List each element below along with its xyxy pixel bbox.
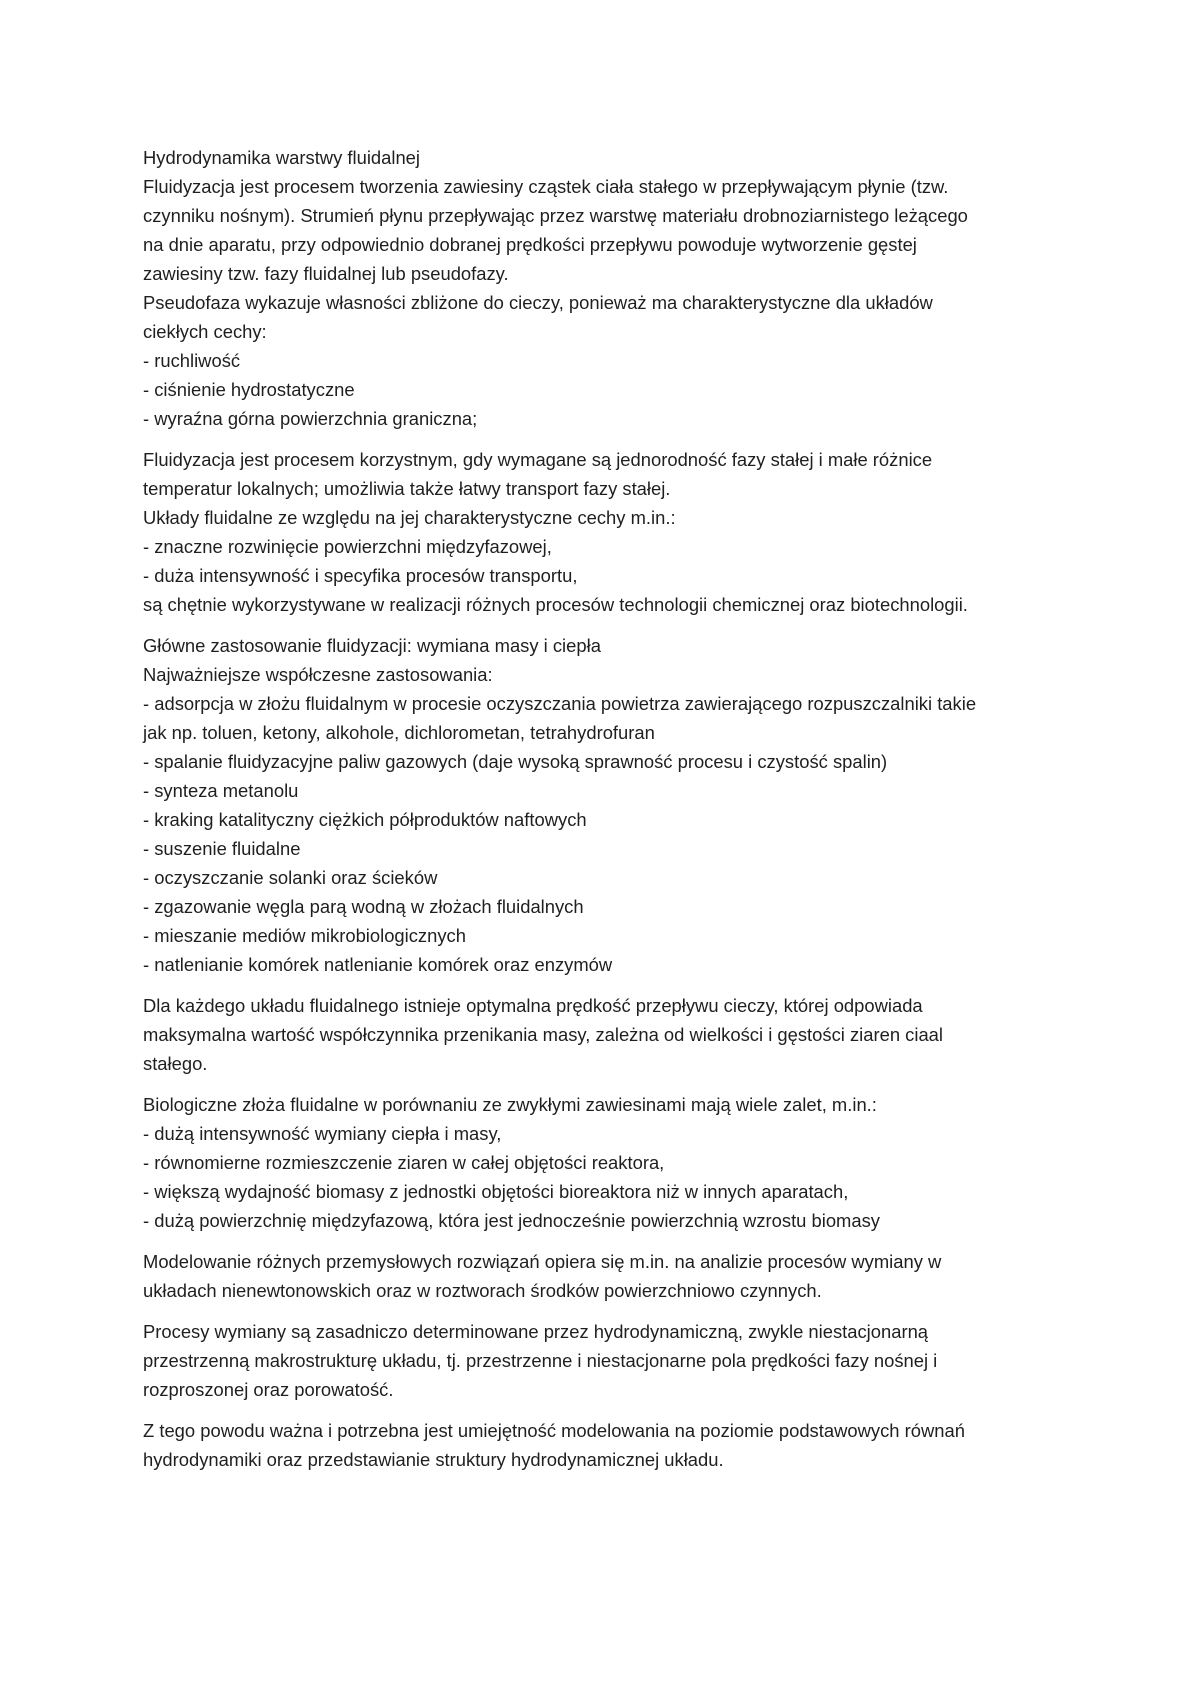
text-line: jak np. toluen, ketony, alkohole, dichlorometan, tetrahydrofuran <box>143 722 655 743</box>
paragraph <box>143 1317 1063 1404</box>
text-line: - dużą intensywność wymiany ciepła i masy, <box>143 1123 502 1144</box>
text-line: Fluidyzacja jest procesem korzystnym, gdy wymagane są jednorodność fazy stałej i małe różnice <box>143 449 933 470</box>
text-line: - adsorpcja w złożu fluidalnym w procesie oczyszczania powietrza zawierającego rozpuszczalniki takie <box>143 693 977 714</box>
paragraph <box>143 445 1063 619</box>
text-line: Najważniejsze współczesne zastosowania: <box>143 664 493 685</box>
text-line: - równomierne rozmieszczenie ziaren w całej objętości reaktora, <box>143 1152 665 1173</box>
text-line: - spalanie fluidyzacyjne paliw gazowych (daje wysoką sprawność procesu i czystość spalin) <box>143 751 888 772</box>
text-line: Główne zastosowanie fluidyzacji: wymiana masy i ciepła <box>143 635 601 656</box>
text-line: - mieszanie mediów mikrobiologicznych <box>143 925 466 946</box>
text-line: Układy fluidalne ze względu na jej charakterystyczne cechy m.in.: <box>143 507 676 528</box>
text-line: Hydrodynamika warstwy fluidalnej <box>143 147 420 168</box>
text-line: - większą wydajność biomasy z jednostki objętości bioreaktora niż w innych aparatach, <box>143 1181 849 1202</box>
text-line: hydrodynamiki oraz przedstawianie struktury hydrodynamicznej układu. <box>143 1449 724 1470</box>
text-line: przestrzenną makrostrukturę układu, tj. przestrzenne i niestacjonarne pola prędkości fazy nośnej i <box>143 1350 938 1371</box>
text-line: - duża intensywność i specyfika procesów transportu, <box>143 565 578 586</box>
text-line: ciekłych cechy: <box>143 321 267 342</box>
text-line: - znaczne rozwinięcie powierzchni międzyfazowej, <box>143 536 552 557</box>
paragraph <box>143 991 1063 1078</box>
text-line: temperatur lokalnych; umożliwia także łatwy transport fazy stałej. <box>143 478 671 499</box>
paragraph <box>143 143 1063 433</box>
document-body <box>143 143 1063 1486</box>
text-line: Dla każdego układu fluidalnego istnieje optymalna prędkość przepływu cieczy, której odpowiada <box>143 995 923 1016</box>
text-line: - suszenie fluidalne <box>143 838 301 859</box>
text-line: - ruchliwość <box>143 350 241 371</box>
text-line: na dnie aparatu, przy odpowiednio dobranej prędkości przepływu powoduje wytworzenie gęstej <box>143 234 917 255</box>
text-line: Z tego powodu ważna i potrzebna jest umiejętność modelowania na poziomie podstawowych równań <box>143 1420 965 1441</box>
text-line: Procesy wymiany są zasadniczo determinowane przez hydrodynamiczną, zwykle niestacjonarną <box>143 1321 929 1342</box>
text-line: maksymalna wartość współczynnika przenikania masy, zależna od wielkości i gęstości ziaren ciaal <box>143 1024 943 1045</box>
text-line: rozproszonej oraz porowatość. <box>143 1379 394 1400</box>
text-line: są chętnie wykorzystywane w realizacji różnych procesów technologii chemicznej oraz biotechnologii. <box>143 594 968 615</box>
paragraph <box>143 631 1063 979</box>
text-line: Pseudofaza wykazuje własności zbliżone do cieczy, ponieważ ma charakterystyczne dla układów <box>143 292 933 313</box>
paragraph <box>143 1416 1063 1474</box>
text-line: układach nienewtonowskich oraz w roztworach środków powierzchniowo czynnych. <box>143 1280 822 1301</box>
text-line: - dużą powierzchnię międzyfazową, która jest jednocześnie powierzchnią wzrostu biomasy <box>143 1210 880 1231</box>
text-line: stałego. <box>143 1053 208 1074</box>
text-line: Modelowanie różnych przemysłowych rozwiązań opiera się m.in. na analizie procesów wymiany w <box>143 1251 942 1272</box>
text-line: czynniku nośnym). Strumień płynu przepływając przez warstwę materiału drobnoziarnistego leżącego <box>143 205 968 226</box>
text-line: zawiesiny tzw. fazy fluidalnej lub pseudofazy. <box>143 263 509 284</box>
text-line: - ciśnienie hydrostatyczne <box>143 379 355 400</box>
text-line: - synteza metanolu <box>143 780 299 801</box>
text-line: Fluidyzacja jest procesem tworzenia zawiesiny cząstek ciała stałego w przepływającym płynie (tzw. <box>143 176 949 197</box>
paragraph <box>143 1090 1063 1235</box>
text-line: - wyraźna górna powierzchnia graniczna; <box>143 408 478 429</box>
text-line: - kraking katalityczny ciężkich półproduktów naftowych <box>143 809 587 830</box>
text-line: - natlenianie komórek natlenianie komórek oraz enzymów <box>143 954 613 975</box>
text-line: - zgazowanie węgla parą wodną w złożach fluidalnych <box>143 896 584 917</box>
text-line: Biologiczne złoża fluidalne w porównaniu ze zwykłymi zawiesinami mają wiele zalet, m.in.: <box>143 1094 877 1115</box>
text-line: - oczyszczanie solanki oraz ścieków <box>143 867 438 888</box>
paragraph <box>143 1247 1063 1305</box>
